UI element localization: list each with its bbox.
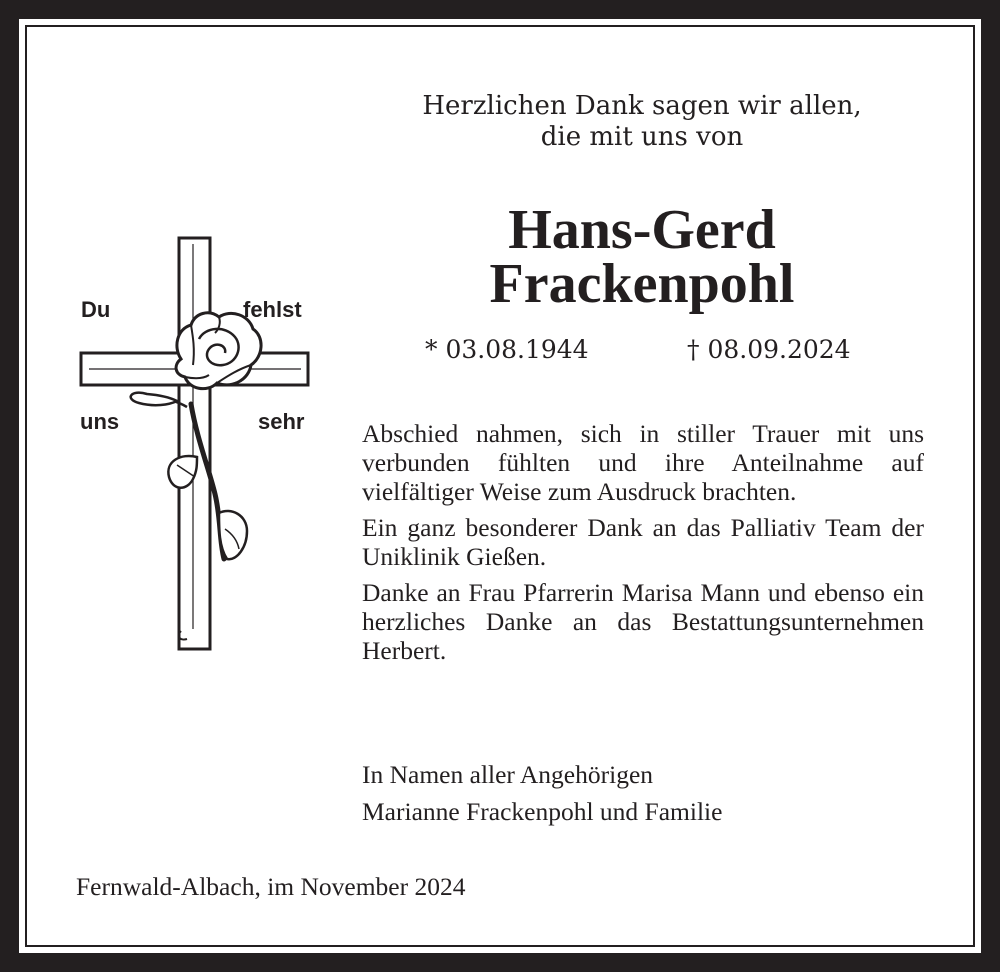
cross-word-du: Du bbox=[81, 297, 111, 322]
deceased-first-name: Hans-Gerd bbox=[508, 199, 776, 261]
cross-word-sehr: sehr bbox=[258, 409, 305, 434]
deceased-last-name: Frackenpohl bbox=[489, 253, 795, 315]
signature bbox=[362, 756, 722, 830]
place-and-date: Fernwald-Albach, im November 2024 bbox=[76, 872, 466, 901]
paragraph-pastor: Danke an Frau Pfarrerin Marisa Mann und ebenso ein herzliches Danke an das Bestattungsunternehmen Herbert. bbox=[362, 578, 924, 665]
intro-text bbox=[359, 91, 925, 153]
cross-with-rose-icon bbox=[69, 229, 329, 659]
paragraph-farewell: Abschied nahmen, sich in stiller Trauer mit uns verbunden fühlten und ihre Anteilnahme auf vielfältiger Weise zum Ausdruck brachten. bbox=[362, 419, 924, 506]
birth-date: * 03.08.1944 bbox=[425, 335, 589, 364]
cross-word-uns: uns bbox=[80, 409, 120, 434]
deceased-name bbox=[359, 199, 925, 315]
thanks-body bbox=[362, 419, 924, 672]
paragraph-palliative: Ein ganz besonderer Dank an das Palliativ Team der Uniklinik Gießen. bbox=[362, 513, 924, 571]
intro-line-1: Herzlichen Dank sagen wir allen, bbox=[422, 91, 862, 121]
death-date: † 08.09.2024 bbox=[687, 335, 851, 364]
cross-word-fehlst: fehlst bbox=[243, 297, 302, 322]
intro-line-2: die mit uns von bbox=[540, 122, 744, 152]
signature-line-2: Marianne Frackenpohl und Familie bbox=[362, 797, 723, 826]
obituary-card bbox=[19, 19, 981, 953]
signature-line-1: In Namen aller Angehörigen bbox=[362, 760, 654, 789]
